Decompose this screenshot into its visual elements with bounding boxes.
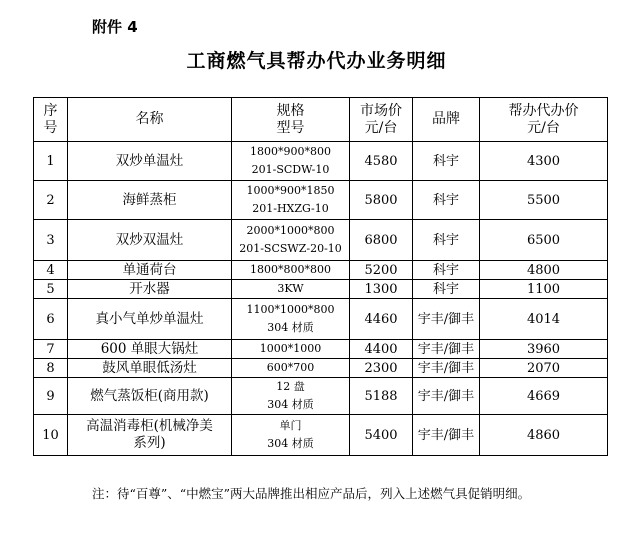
cell-line: 4400: [364, 341, 398, 357]
cell-line: 304 材质: [267, 437, 314, 450]
cell-agent-price: [480, 181, 608, 220]
cell-line: 10: [42, 427, 59, 443]
cell-name: [68, 261, 232, 280]
cell-spec: [232, 340, 350, 359]
cell-spec: [232, 378, 350, 415]
cell-brand: [413, 261, 480, 280]
cell-line: 12 盘: [276, 380, 305, 393]
cell-line: 科宇: [432, 262, 459, 278]
cell-spec: [232, 280, 350, 299]
cell-line: 科宇: [432, 232, 459, 248]
cell-name: [68, 415, 232, 456]
table-row: [34, 220, 608, 261]
cell-name: [68, 340, 232, 359]
table-row: [34, 142, 608, 181]
cell-line: 1800*800*800: [250, 263, 331, 276]
cell-line: 5400: [364, 427, 398, 443]
attachment-label: 附件 4: [92, 18, 138, 36]
header-line: 号: [43, 119, 58, 136]
cell-line: 宇丰/御丰: [417, 388, 475, 404]
header-cell: [232, 98, 350, 142]
cell-line: 5200: [364, 262, 398, 278]
cell-brand: [413, 378, 480, 415]
cell-line: 1100*1000*800: [246, 303, 335, 316]
cell-number: [34, 181, 68, 220]
table-row: [34, 415, 608, 456]
cell-line: 宇丰/御丰: [417, 311, 475, 327]
cell-line: 开水器: [129, 280, 170, 297]
cell-brand: [413, 280, 480, 299]
cell-market-price: [350, 181, 413, 220]
cell-agent-price: [480, 340, 608, 359]
cell-spec: [232, 220, 350, 261]
cell-line: 2300: [364, 360, 398, 376]
cell-line: 5800: [364, 192, 398, 208]
cell-line: 4860: [526, 427, 561, 443]
cell-line: 4: [46, 262, 55, 278]
cell-market-price: [350, 299, 413, 340]
cell-market-price: [350, 415, 413, 456]
cell-line: 4300: [526, 153, 561, 169]
cell-spec: [232, 299, 350, 340]
cell-spec: [232, 181, 350, 220]
table-header-row: [34, 98, 608, 142]
cell-line: 304 材质: [267, 321, 314, 334]
cell-name: [68, 378, 232, 415]
header-line: 名称: [135, 111, 164, 127]
cell-line: 单通荷台: [122, 261, 177, 278]
table-row: [34, 181, 608, 220]
cell-line: 鼓风单眼低汤灶: [102, 359, 197, 376]
table-row: [34, 359, 608, 378]
cell-line: 1: [46, 153, 55, 169]
cell-line: 4460: [364, 311, 398, 327]
table-row: [34, 340, 608, 359]
cell-brand: [413, 299, 480, 340]
detail-table: [33, 97, 608, 456]
table-row: [34, 280, 608, 299]
cell-brand: [413, 220, 480, 261]
cell-line: 科宇: [432, 281, 459, 297]
cell-line: 2000*1000*800: [246, 224, 335, 237]
cell-line: 7: [46, 341, 55, 357]
cell-line: 4014: [526, 311, 561, 327]
cell-market-price: [350, 359, 413, 378]
cell-line: 真小气单炒单温灶: [95, 310, 204, 327]
cell-line: 8: [46, 360, 55, 376]
header-cell: [480, 98, 608, 142]
cell-line: 201-SCDW-10: [251, 163, 330, 176]
cell-line: 海鲜蒸柜: [122, 191, 177, 208]
cell-line: 1000*1000: [259, 342, 322, 355]
page-title: 工商燃气具帮办代办业务明细: [186, 50, 447, 72]
cell-brand: [413, 181, 480, 220]
cell-spec: [232, 415, 350, 456]
cell-market-price: [350, 142, 413, 181]
cell-line: 3960: [526, 341, 561, 357]
table-row: [34, 378, 608, 415]
cell-brand: [413, 415, 480, 456]
cell-agent-price: [480, 220, 608, 261]
cell-agent-price: [480, 378, 608, 415]
cell-market-price: [350, 220, 413, 261]
cell-market-price: [350, 261, 413, 280]
cell-line: 3KW: [277, 282, 304, 295]
cell-line: 3: [46, 232, 55, 248]
cell-line: 科宇: [432, 153, 459, 169]
cell-line: 燃气蒸饭柜(商用款): [90, 387, 209, 404]
cell-line: 4800: [526, 262, 561, 278]
cell-name: [68, 359, 232, 378]
cell-line: 宇丰/御丰: [417, 341, 475, 357]
cell-name: [68, 299, 232, 340]
cell-line: 单门: [279, 419, 302, 432]
cell-market-price: [350, 340, 413, 359]
cell-number: [34, 261, 68, 280]
cell-line: 304 材质: [267, 398, 314, 411]
cell-agent-price: [480, 280, 608, 299]
cell-line: 5: [46, 281, 55, 297]
cell-line: 201-HXZG-10: [252, 202, 329, 215]
cell-number: [34, 280, 68, 299]
header-cell: [413, 98, 480, 142]
footnote: 注：待“百尊”、“中燃宝”两大品牌推出相应产品后，列入上述燃气具促销明细。: [92, 486, 531, 501]
header-cell: [350, 98, 413, 142]
cell-line: 系列): [133, 435, 166, 451]
cell-agent-price: [480, 299, 608, 340]
cell-line: 4669: [526, 388, 561, 404]
cell-line: 6800: [364, 232, 398, 248]
header-line: 序: [43, 102, 58, 119]
cell-line: 6500: [526, 232, 561, 248]
cell-number: [34, 340, 68, 359]
cell-line: 9: [46, 388, 55, 404]
cell-line: 2: [46, 192, 55, 208]
cell-line: 600*700: [266, 361, 315, 374]
cell-brand: [413, 359, 480, 378]
cell-line: 1800*900*800: [250, 145, 331, 158]
cell-line: 5500: [526, 192, 561, 208]
cell-number: [34, 299, 68, 340]
table-row: [34, 299, 608, 340]
cell-line: 1300: [364, 281, 398, 297]
header-line: 市场价: [360, 102, 402, 119]
header-line: 品牌: [432, 111, 460, 127]
cell-agent-price: [480, 261, 608, 280]
cell-number: [34, 220, 68, 261]
header-line: 规格: [276, 102, 305, 119]
header-line: 元/台: [527, 119, 560, 136]
cell-market-price: [350, 378, 413, 415]
cell-line: 宇丰/御丰: [417, 427, 475, 443]
cell-line: 5188: [364, 388, 398, 404]
cell-spec: [232, 142, 350, 181]
cell-agent-price: [480, 142, 608, 181]
cell-spec: [232, 261, 350, 280]
cell-number: [34, 142, 68, 181]
header-cell: [34, 98, 68, 142]
cell-agent-price: [480, 415, 608, 456]
table-row: [34, 261, 608, 280]
cell-line: 600 单眼大锅灶: [100, 340, 199, 357]
cell-line: 1000*900*1850: [246, 184, 335, 197]
table-body: [34, 142, 608, 456]
cell-line: 双炒双温灶: [115, 231, 184, 248]
cell-number: [34, 415, 68, 456]
cell-line: 高温消毒柜(机械净美: [86, 418, 213, 434]
cell-name: [68, 220, 232, 261]
cell-name: [68, 142, 232, 181]
cell-spec: [232, 359, 350, 378]
cell-number: [34, 378, 68, 415]
header-line: 帮办代办价: [508, 102, 579, 119]
cell-market-price: [350, 280, 413, 299]
cell-line: 双炒单温灶: [115, 152, 184, 169]
header-line: 元/台: [364, 119, 398, 136]
header-cell: [68, 98, 232, 142]
header-line: 型号: [276, 119, 305, 136]
cell-number: [34, 359, 68, 378]
cell-line: 宇丰/御丰: [417, 360, 475, 376]
cell-name: [68, 280, 232, 299]
cell-line: 4580: [364, 153, 398, 169]
cell-brand: [413, 340, 480, 359]
cell-line: 2070: [526, 360, 561, 376]
cell-brand: [413, 142, 480, 181]
cell-line: 1100: [526, 281, 561, 297]
cell-line: 6: [46, 311, 55, 327]
cell-agent-price: [480, 359, 608, 378]
cell-name: [68, 181, 232, 220]
cell-line: 科宇: [432, 192, 459, 208]
cell-line: 201-SCSWZ-20-10: [239, 242, 342, 255]
